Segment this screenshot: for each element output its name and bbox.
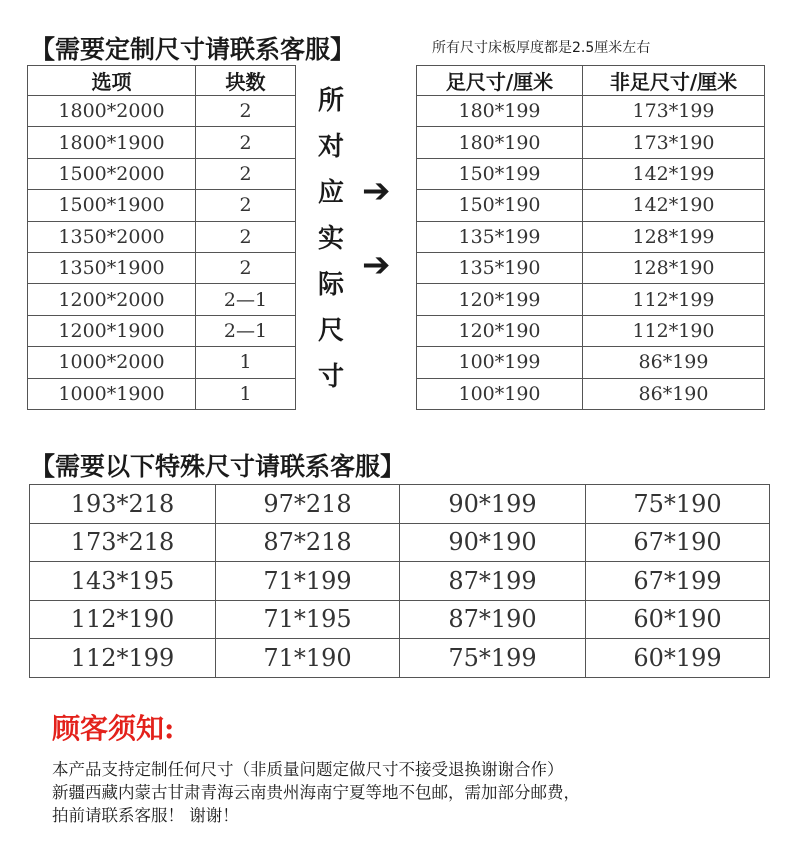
table-cell: 135*199 — [417, 221, 583, 252]
table-cell: 67*199 — [586, 562, 770, 601]
table-row — [28, 127, 296, 158]
vertical-label-char: 际 — [317, 270, 344, 300]
column-header: 非足尺寸/厘米 — [583, 66, 765, 96]
actual-size-table — [416, 65, 765, 410]
table-cell: 1350*1900 — [28, 252, 196, 283]
notice-line: 新疆西藏内蒙古甘肃青海云南贵州海南宁夏等地不包邮，需加部分邮费， — [52, 783, 580, 802]
table-cell: 1500*1900 — [28, 190, 196, 221]
table-row — [417, 378, 765, 409]
table-row — [417, 284, 765, 315]
table-cell: 87*190 — [400, 600, 586, 639]
table-cell: 2 — [196, 190, 296, 221]
table-cell: 1000*2000 — [28, 347, 196, 378]
table-cell: 60*199 — [586, 639, 770, 678]
vertical-label-char: 实 — [317, 224, 344, 254]
table-row — [30, 485, 770, 524]
table-cell: 71*199 — [216, 562, 400, 601]
vertical-label-char: 对 — [317, 132, 344, 162]
page-title: 【需要定制尺寸请联系客服】 — [30, 35, 356, 64]
table-cell: 128*199 — [583, 221, 765, 252]
table-row — [417, 315, 765, 346]
table-cell: 60*190 — [586, 600, 770, 639]
table-cell: 75*190 — [586, 485, 770, 524]
table-row — [28, 96, 296, 127]
table-row — [417, 252, 765, 283]
arrow-right-icon: ➔ — [362, 171, 391, 211]
table-row — [30, 639, 770, 678]
table-cell: 1500*2000 — [28, 158, 196, 189]
table-row — [28, 315, 296, 346]
table-row — [417, 96, 765, 127]
table-cell: 180*199 — [417, 96, 583, 127]
table-cell: 135*190 — [417, 252, 583, 283]
table-cell: 2 — [196, 158, 296, 189]
vertical-label-char: 所 — [317, 86, 344, 116]
table-cell: 1800*2000 — [28, 96, 196, 127]
table-cell: 2 — [196, 252, 296, 283]
table-cell: 86*190 — [583, 378, 765, 409]
table-row — [417, 221, 765, 252]
table-cell: 86*199 — [583, 347, 765, 378]
table-cell: 100*199 — [417, 347, 583, 378]
table-cell: 112*190 — [30, 600, 216, 639]
table-cell: 2 — [196, 127, 296, 158]
notice-text — [52, 758, 580, 827]
table-cell: 150*190 — [417, 190, 583, 221]
vertical-label — [296, 78, 366, 400]
table-cell: 87*199 — [400, 562, 586, 601]
thickness-note: 所有尺寸床板厚度都是2.5厘米左右 — [432, 40, 651, 56]
table-cell: 120*190 — [417, 315, 583, 346]
notice-line: 本产品支持定制任何尺寸（非质量问题定做尺寸不接受退换谢谢合作） — [52, 760, 564, 779]
table-row — [30, 523, 770, 562]
table-cell: 150*199 — [417, 158, 583, 189]
table-cell: 71*190 — [216, 639, 400, 678]
table-cell: 1 — [196, 378, 296, 409]
table-row — [417, 347, 765, 378]
table-cell: 90*190 — [400, 523, 586, 562]
arrow-right-icon: ➔ — [362, 245, 391, 285]
column-header: 选项 — [28, 66, 196, 96]
table-row — [28, 190, 296, 221]
table-cell: 142*199 — [583, 158, 765, 189]
table-cell: 112*199 — [30, 639, 216, 678]
table-cell: 1800*1900 — [28, 127, 196, 158]
vertical-label-char: 应 — [317, 178, 344, 208]
column-header: 足尺寸/厘米 — [417, 66, 583, 96]
table-row — [30, 562, 770, 601]
special-size-table — [29, 484, 770, 678]
table-row — [28, 284, 296, 315]
table-cell: 1000*1900 — [28, 378, 196, 409]
table-header-row — [28, 66, 296, 96]
vertical-label-char: 寸 — [317, 362, 344, 392]
table-cell: 193*218 — [30, 485, 216, 524]
table-row — [28, 347, 296, 378]
table-cell: 90*199 — [400, 485, 586, 524]
table-cell: 112*199 — [583, 284, 765, 315]
table-cell: 2 — [196, 96, 296, 127]
table-cell: 2—1 — [196, 315, 296, 346]
table-row — [28, 158, 296, 189]
table-cell: 2 — [196, 221, 296, 252]
table-cell: 128*190 — [583, 252, 765, 283]
table-cell: 1 — [196, 347, 296, 378]
table-cell: 67*190 — [586, 523, 770, 562]
table-cell: 75*199 — [400, 639, 586, 678]
table-row — [417, 190, 765, 221]
table-row — [417, 127, 765, 158]
table-cell: 97*218 — [216, 485, 400, 524]
vertical-label-char: 尺 — [317, 316, 344, 346]
special-size-title: 【需要以下特殊尺寸请联系客服】 — [30, 452, 406, 481]
table-cell: 2—1 — [196, 284, 296, 315]
table-cell: 112*190 — [583, 315, 765, 346]
table-row — [28, 221, 296, 252]
table-cell: 173*199 — [583, 96, 765, 127]
table-cell: 1350*2000 — [28, 221, 196, 252]
table-row — [417, 158, 765, 189]
notice-title: 顾客须知: — [52, 712, 175, 745]
table-cell: 120*199 — [417, 284, 583, 315]
table-cell: 142*190 — [583, 190, 765, 221]
table-cell: 100*190 — [417, 378, 583, 409]
notice-line: 拍前请联系客服！ 谢谢！ — [52, 806, 239, 825]
table-row — [28, 378, 296, 409]
table-row — [30, 600, 770, 639]
table-header-row — [417, 66, 765, 96]
table-row — [28, 252, 296, 283]
table-cell: 1200*2000 — [28, 284, 196, 315]
column-header: 块数 — [196, 66, 296, 96]
table-cell: 180*190 — [417, 127, 583, 158]
table-cell: 87*218 — [216, 523, 400, 562]
size-option-table — [27, 65, 296, 410]
table-cell: 71*195 — [216, 600, 400, 639]
table-cell: 1200*1900 — [28, 315, 196, 346]
table-cell: 143*195 — [30, 562, 216, 601]
table-cell: 173*218 — [30, 523, 216, 562]
table-cell: 173*190 — [583, 127, 765, 158]
